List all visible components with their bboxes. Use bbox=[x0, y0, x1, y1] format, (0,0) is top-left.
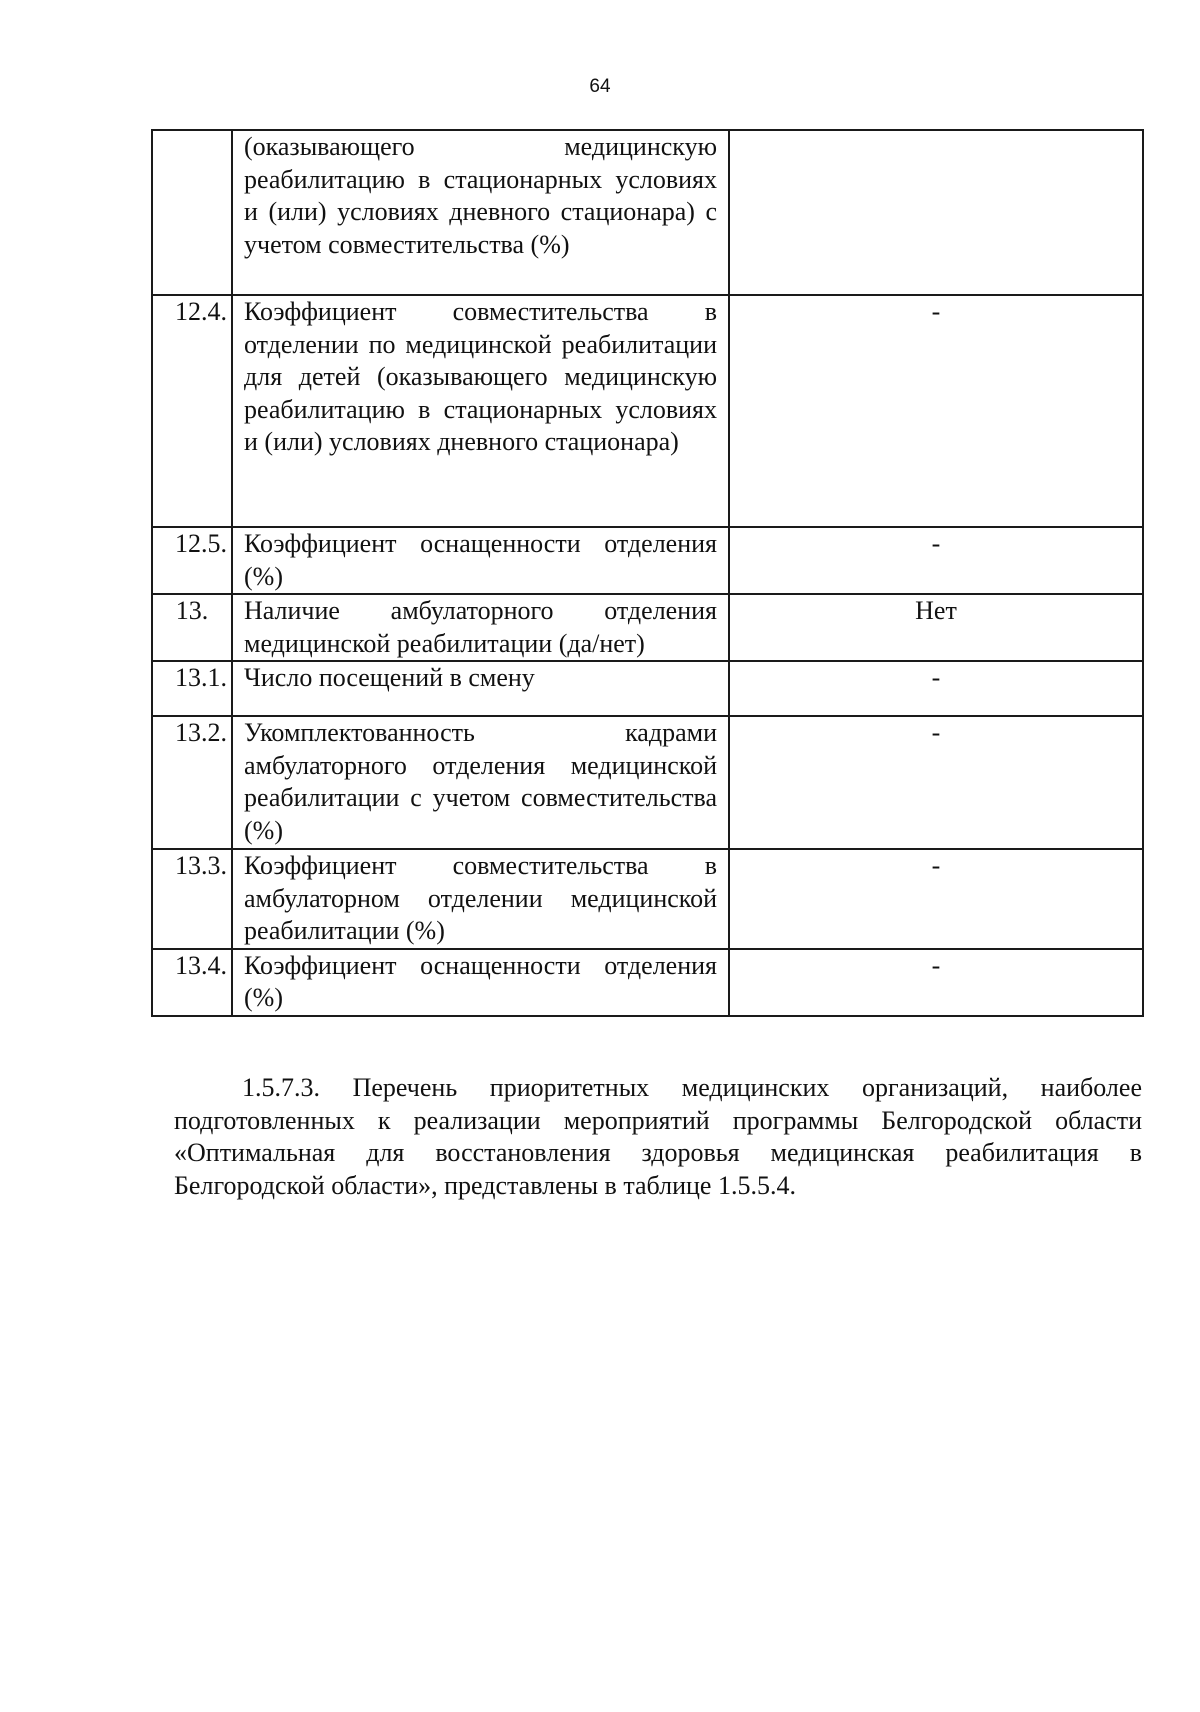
indicators-table bbox=[151, 129, 1144, 1017]
body-paragraph: 1.5.7.3. Перечень приоритетных медицинских организаций, наиболее подготовленных к реализации мероприятий программы Белгородской области «Оптимальная для восстановления здоровья медицинская реабилитация в Белгородской области», представлены в таблице 1.5.5.4. bbox=[174, 1073, 1142, 1200]
row-number: 12.4. bbox=[152, 295, 232, 527]
row-value: - bbox=[729, 849, 1143, 949]
row-number: 13. bbox=[152, 594, 232, 661]
row-value: - bbox=[729, 295, 1143, 527]
table-row bbox=[152, 849, 1143, 949]
table-row bbox=[152, 527, 1143, 594]
row-number: 13.4. bbox=[152, 949, 232, 1016]
row-description: (оказывающего медицинскую реабилитацию в стационарных условиях и (или) условиях дневного стационара) с учетом совместительства (%) bbox=[232, 130, 729, 295]
row-value: Нет bbox=[729, 594, 1143, 661]
row-number: 13.1. bbox=[152, 661, 232, 716]
table-row bbox=[152, 949, 1143, 1016]
row-number bbox=[152, 130, 232, 295]
page-number: 64 bbox=[589, 76, 611, 97]
row-description: Коэффициент оснащенности отделения (%) bbox=[232, 949, 729, 1016]
table-row bbox=[152, 661, 1143, 716]
row-number: 13.3. bbox=[152, 849, 232, 949]
row-description: Коэффициент оснащенности отделения (%) bbox=[232, 527, 729, 594]
table-row bbox=[152, 594, 1143, 661]
table-row bbox=[152, 130, 1143, 295]
table-row bbox=[152, 295, 1143, 527]
row-description: Наличие амбулаторного отделения медицинской реабилитации (да/нет) bbox=[232, 594, 729, 661]
row-number: 12.5. bbox=[152, 527, 232, 594]
row-description: Укомплектованность кадрами амбулаторного отделения медицинской реабилитации с учетом совместительства (%) bbox=[232, 716, 729, 849]
row-description: Число посещений в смену bbox=[232, 661, 729, 716]
row-description: Коэффициент совместительства в отделении по медицинской реабилитации для детей (оказывающего медицинскую реабилитацию в стационарных условиях и (или) условиях дневного стационара) bbox=[232, 295, 729, 527]
row-description: Коэффициент совместительства в амбулаторном отделении медицинской реабилитации (%) bbox=[232, 849, 729, 949]
row-value: - bbox=[729, 527, 1143, 594]
row-value: - bbox=[729, 661, 1143, 716]
row-number: 13.2. bbox=[152, 716, 232, 849]
row-value: - bbox=[729, 716, 1143, 849]
table-row bbox=[152, 716, 1143, 849]
row-value: - bbox=[729, 949, 1143, 1016]
row-value bbox=[729, 130, 1143, 295]
